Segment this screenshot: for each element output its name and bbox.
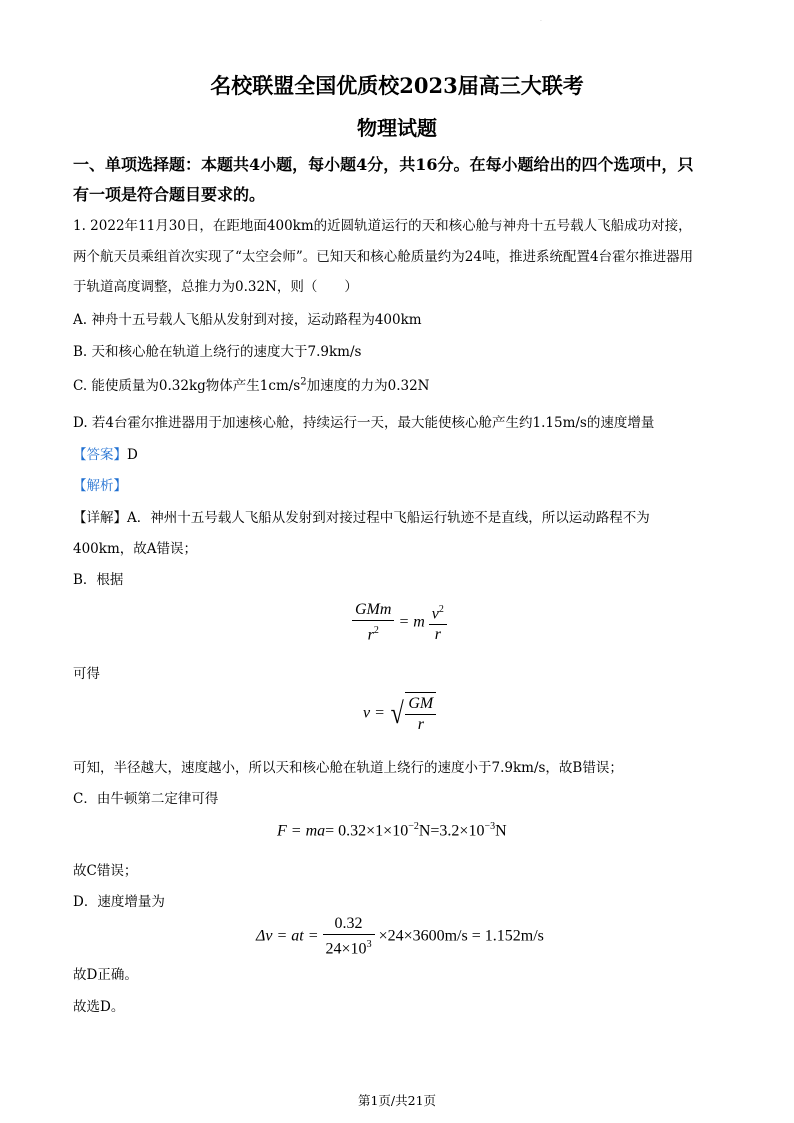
fraction-v2-r xyxy=(429,600,447,645)
equation-lhs: Δv = at = xyxy=(256,927,319,945)
answer-line xyxy=(73,443,138,463)
fraction-acceleration xyxy=(323,914,375,959)
answer-tag: 【答案】 xyxy=(73,447,127,463)
detail-line-b3: 可知，半径越大，速度越小，所以天和核心舱在轨道上绕行的速度小于7.9km/s，故B错误； xyxy=(73,760,623,776)
equation-gravity xyxy=(352,600,447,645)
analysis-tag: 【解析】 xyxy=(73,478,127,494)
option-b: B. 天和核心舱在轨道上绕行的速度大于7.9km/s xyxy=(73,344,362,360)
option-d: D. 若4台霍尔推进器用于加速核心舱，持续运行一天，最大能使核心舱产生约1.15m/s的速度增量 xyxy=(73,415,655,431)
detail-line-d1: D．速度增量为 xyxy=(73,894,165,910)
question-stem-line3: 于轨道高度调整，总推力为0.32N，则（ ） xyxy=(73,279,358,295)
analysis-line xyxy=(73,474,127,494)
equation-rhs: = 0.32×1×10 xyxy=(325,822,409,840)
equation-delta-v xyxy=(256,914,544,959)
section-heading-line1: 一、单项选择题：本题共4小题，每小题4分，共16分。在每小题给出的四个选项中，只 xyxy=(73,155,694,174)
equation-lhs: F = ma xyxy=(277,822,326,840)
detail-line-d2: 故D正确。 xyxy=(73,967,138,983)
detail-line-a2: 400km，故A错误； xyxy=(73,541,197,557)
fraction-numerator: $v^2$ xyxy=(429,600,447,625)
fraction-denominator: r xyxy=(434,626,441,644)
detail-line-b2: 可得 xyxy=(73,666,100,682)
option-c-text-end: 加速度的力为0.32N xyxy=(306,378,430,394)
section-heading-line2: 有一项是符合题目要求的。 xyxy=(73,185,266,204)
radical-sign: √ xyxy=(390,697,404,730)
equation-force: $F = ma= 0.32\times 1\times 10^{-2}N=3.2\times 10^{-3}N$ xyxy=(277,821,507,840)
option-c-exponent: 2 xyxy=(300,376,307,388)
option-c xyxy=(73,374,430,394)
equation-velocity xyxy=(363,692,436,736)
question-stem-line1: 1. 2022年11月30日，在距地面400km的近圆轨道运行的天和核心舱与神舟十五号载人飞船成功对接， xyxy=(73,218,692,234)
fraction-numerator: GM xyxy=(405,694,436,715)
fraction-denominator: r xyxy=(417,716,424,733)
detail-a1-text: A．神州十五号载人飞船从发射到对接过程中飞船运行轨迹不是直线，所以运动路程不为 xyxy=(127,510,650,526)
fraction-gmm-r2 xyxy=(352,600,394,645)
final-answer-line: 故选D。 xyxy=(73,999,125,1015)
fraction-denominator: $r^2$ xyxy=(367,625,379,644)
radicand xyxy=(405,692,436,736)
detail-line-c2: 故C错误； xyxy=(73,863,138,879)
fraction-numerator: 0.32 xyxy=(323,914,375,935)
detail-line-a1 xyxy=(73,506,650,526)
equation-rhs: ×24×3600m/s = 1.152m/s xyxy=(378,927,544,945)
fraction-denominator: $24\times 10^3$ xyxy=(325,939,372,958)
equation-mid: = m xyxy=(398,613,425,631)
answer-value: D xyxy=(127,447,138,463)
question-stem-line2: 两个航天员乘组首次实现了“太空会师”。已知天和核心舱质量约为24吨，推进系统配置4台霍尔推进器用 xyxy=(73,249,694,265)
detail-line-b1: B．根据 xyxy=(73,572,124,588)
square-root xyxy=(389,692,436,736)
exam-title: 名校联盟全国优质校2023届高三大联考 xyxy=(210,73,584,98)
equation-lhs: v = xyxy=(363,704,385,722)
option-a: A. 神舟十五号载人飞船从发射到对接，运动路程为400km xyxy=(73,312,422,328)
detail-tag: 【详解】 xyxy=(73,510,127,526)
page-number: 第1页/共21页 xyxy=(357,1093,437,1108)
detail-line-c1: C．由牛顿第二定律可得 xyxy=(73,791,219,807)
exam-subtitle: 物理试题 xyxy=(357,116,437,140)
fraction-numerator: GMm xyxy=(352,600,394,621)
decorative-dot: . xyxy=(540,16,542,23)
option-c-text: C. 能使质量为0.32kg物体产生1cm/s xyxy=(73,378,301,394)
